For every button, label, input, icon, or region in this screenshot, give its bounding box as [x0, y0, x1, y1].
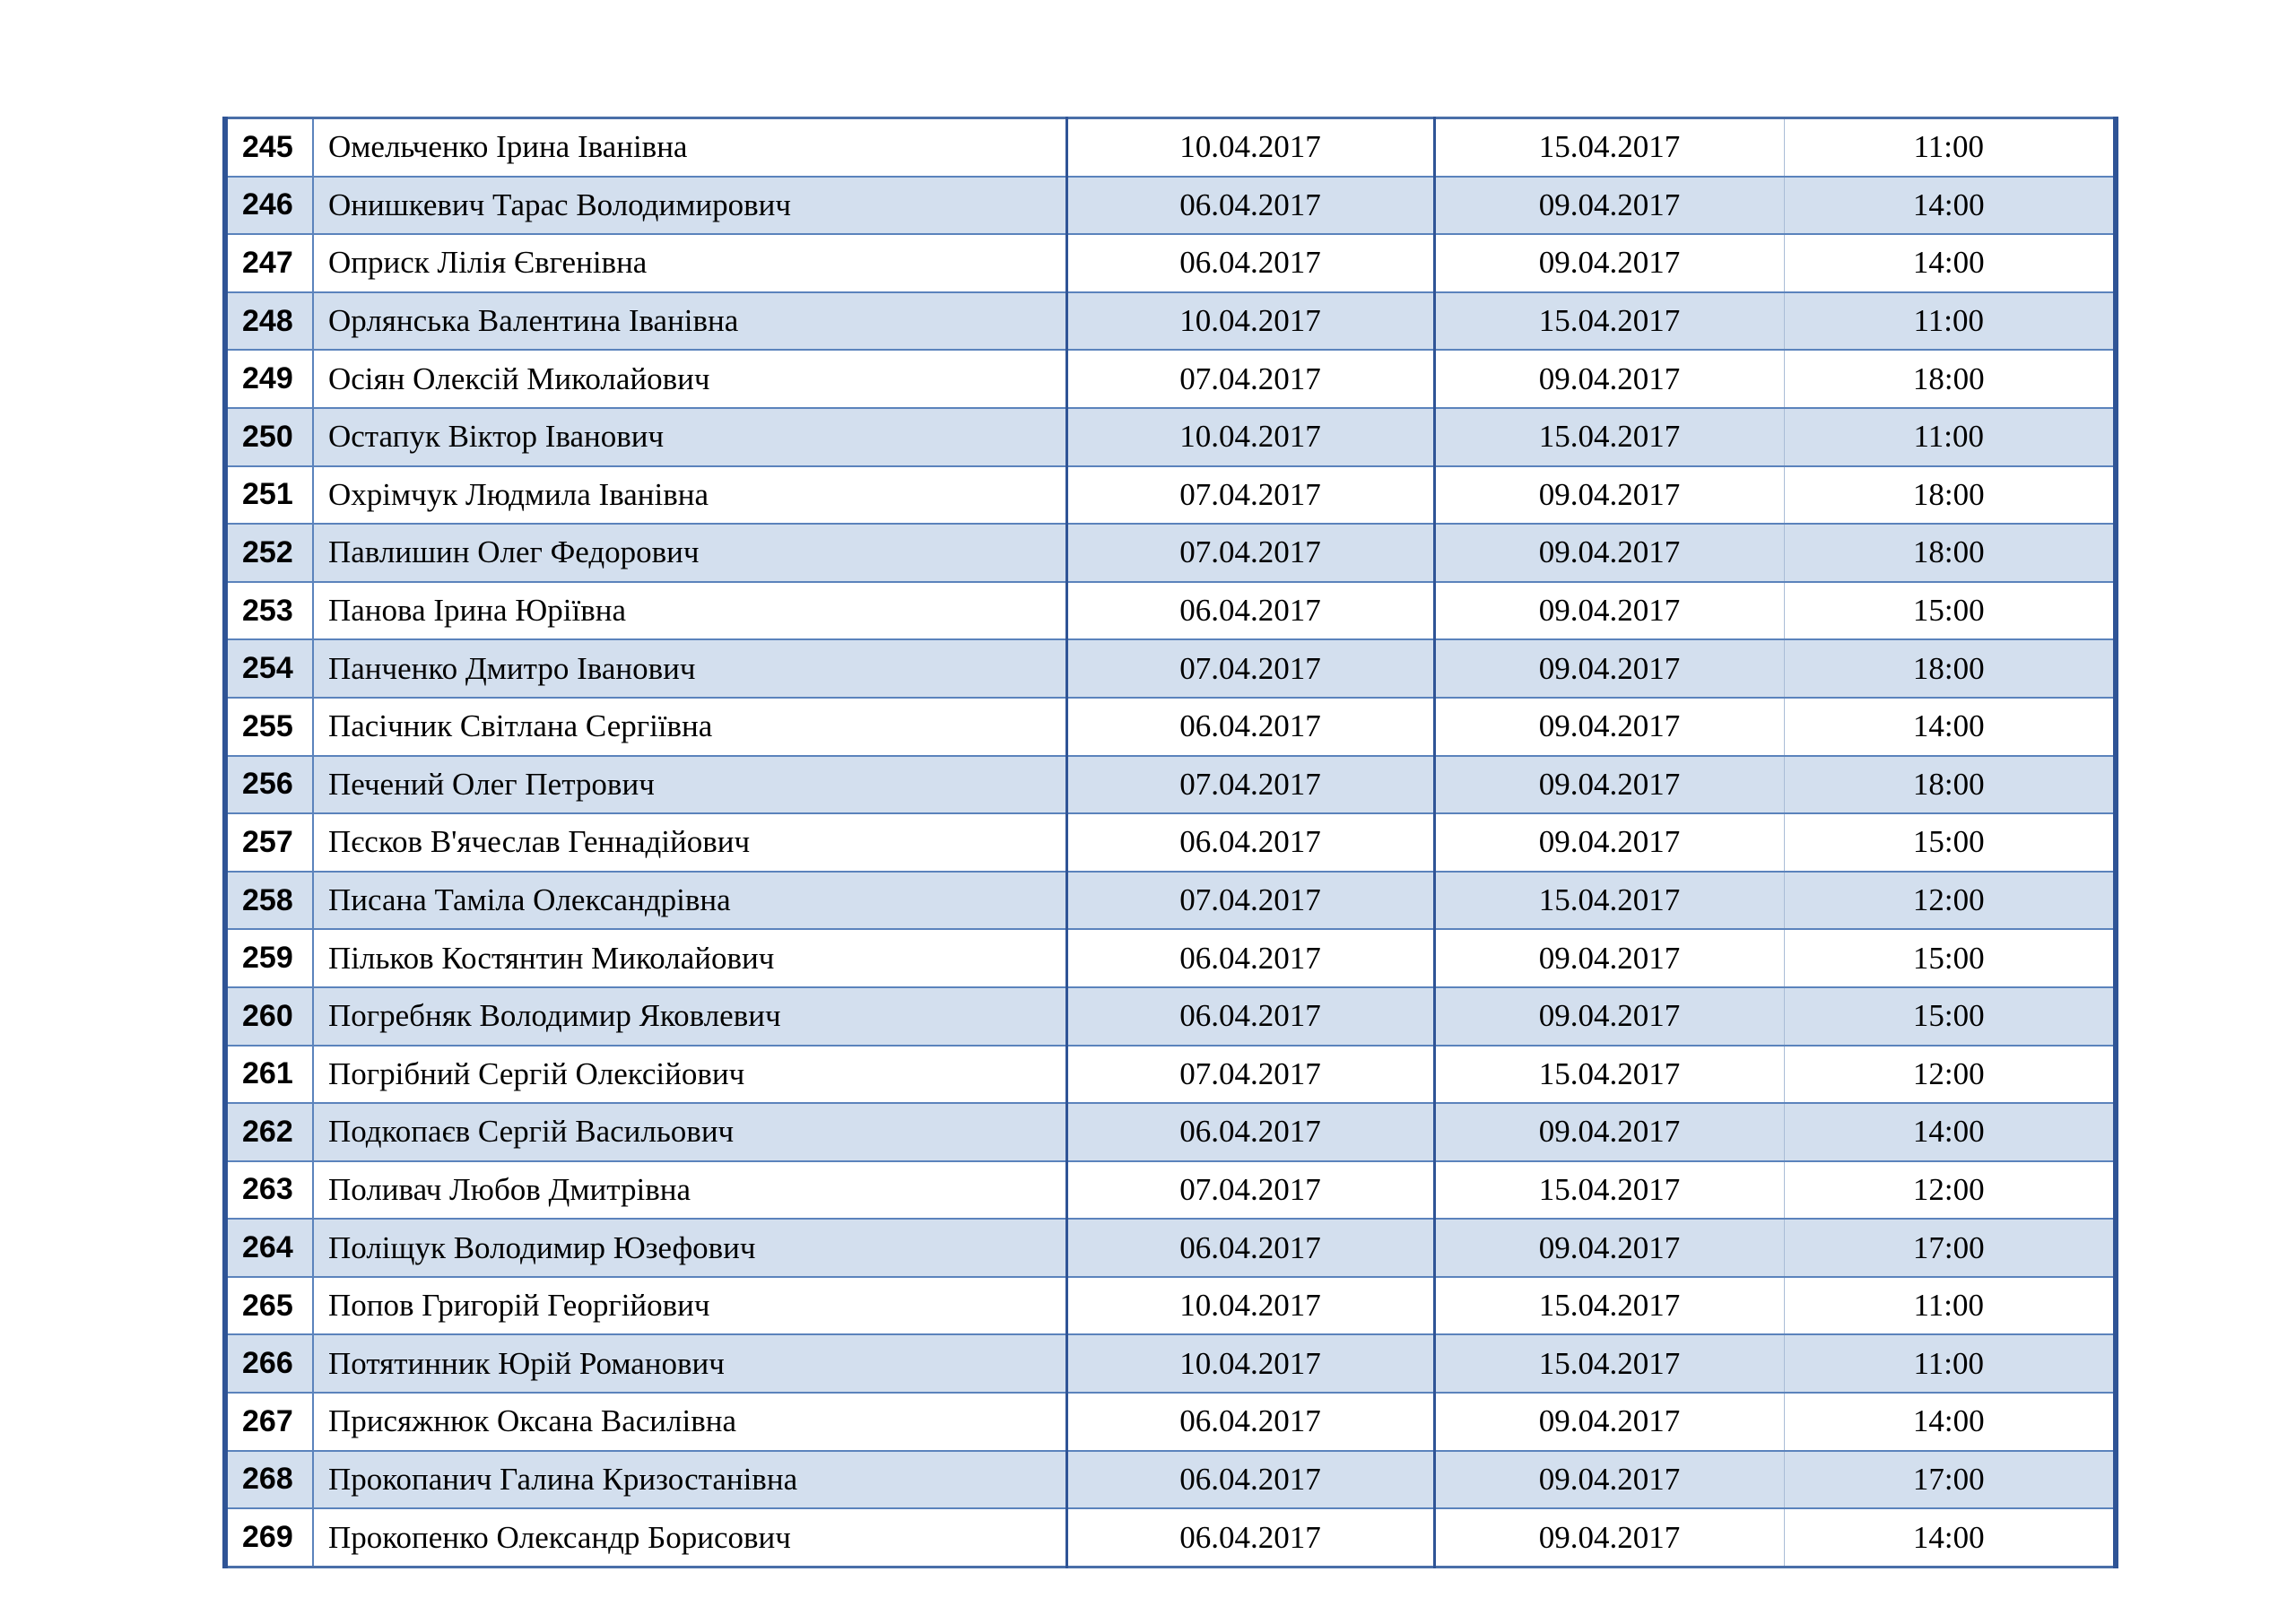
person-name-cell: Охрімчук Людмила Іванівна [313, 466, 1066, 525]
time-cell: 14:00 [1784, 234, 2116, 292]
date-start-cell: 06.04.2017 [1066, 1103, 1434, 1161]
table-row [225, 524, 2116, 582]
table-row [225, 1046, 2116, 1104]
time-cell: 12:00 [1784, 1161, 2116, 1220]
person-name-cell: Омельченко Ірина Іванівна [313, 118, 1066, 177]
time-cell: 17:00 [1784, 1451, 2116, 1509]
table-row [225, 1277, 2116, 1335]
date-start-cell: 07.04.2017 [1066, 1046, 1434, 1104]
person-name-cell: Погребняк Володимир Яковлевич [313, 987, 1066, 1046]
row-number-cell: 262 [225, 1103, 313, 1161]
row-number-cell: 252 [225, 524, 313, 582]
time-cell: 12:00 [1784, 1046, 2116, 1104]
date-end-cell: 09.04.2017 [1434, 698, 1784, 756]
date-end-cell: 09.04.2017 [1434, 1393, 1784, 1451]
date-start-cell: 07.04.2017 [1066, 872, 1434, 930]
table-row [225, 1334, 2116, 1393]
person-name-cell: Осіян Олексій Миколайович [313, 350, 1066, 408]
row-number-cell: 250 [225, 408, 313, 466]
table-row [225, 1393, 2116, 1451]
date-end-cell: 09.04.2017 [1434, 1103, 1784, 1161]
person-name-cell: Пільков Костянтин Миколайович [313, 929, 1066, 987]
table-row [225, 639, 2116, 698]
row-number-cell: 255 [225, 698, 313, 756]
person-name-cell: Печений Олег Петрович [313, 756, 1066, 814]
date-start-cell: 06.04.2017 [1066, 1219, 1434, 1277]
person-name-cell: Остапук Віктор Іванович [313, 408, 1066, 466]
date-start-cell: 06.04.2017 [1066, 177, 1434, 235]
row-number-cell: 249 [225, 350, 313, 408]
table-row [225, 466, 2116, 525]
row-number-cell: 265 [225, 1277, 313, 1335]
time-cell: 18:00 [1784, 756, 2116, 814]
time-cell: 18:00 [1784, 639, 2116, 698]
date-start-cell: 07.04.2017 [1066, 466, 1434, 525]
table-row [225, 813, 2116, 872]
time-cell: 11:00 [1784, 1334, 2116, 1393]
time-cell: 11:00 [1784, 1277, 2116, 1335]
row-number-cell: 253 [225, 582, 313, 640]
time-cell: 14:00 [1784, 1508, 2116, 1567]
date-end-cell: 09.04.2017 [1434, 987, 1784, 1046]
time-cell: 14:00 [1784, 1103, 2116, 1161]
table-row [225, 1219, 2116, 1277]
row-number-cell: 263 [225, 1161, 313, 1220]
person-name-cell: Панова Ірина Юріївна [313, 582, 1066, 640]
date-end-cell: 09.04.2017 [1434, 582, 1784, 640]
date-start-cell: 10.04.2017 [1066, 408, 1434, 466]
date-end-cell: 15.04.2017 [1434, 872, 1784, 930]
date-end-cell: 09.04.2017 [1434, 234, 1784, 292]
date-start-cell: 06.04.2017 [1066, 698, 1434, 756]
person-name-cell: Пасічник Світлана Сергіївна [313, 698, 1066, 756]
row-number-cell: 248 [225, 292, 313, 351]
date-start-cell: 06.04.2017 [1066, 234, 1434, 292]
time-cell: 11:00 [1784, 118, 2116, 177]
date-start-cell: 07.04.2017 [1066, 350, 1434, 408]
row-number-cell: 247 [225, 234, 313, 292]
time-cell: 15:00 [1784, 929, 2116, 987]
row-number-cell: 254 [225, 639, 313, 698]
date-start-cell: 10.04.2017 [1066, 292, 1434, 351]
time-cell: 12:00 [1784, 872, 2116, 930]
person-name-cell: Прокопенко Олександр Борисович [313, 1508, 1066, 1567]
date-start-cell: 06.04.2017 [1066, 987, 1434, 1046]
date-end-cell: 15.04.2017 [1434, 1046, 1784, 1104]
row-number-cell: 260 [225, 987, 313, 1046]
table-row [225, 1451, 2116, 1509]
date-start-cell: 07.04.2017 [1066, 524, 1434, 582]
date-start-cell: 06.04.2017 [1066, 1393, 1434, 1451]
person-name-cell: Оприск Лілія Євгенівна [313, 234, 1066, 292]
time-cell: 18:00 [1784, 466, 2116, 525]
row-number-cell: 246 [225, 177, 313, 235]
date-start-cell: 07.04.2017 [1066, 1161, 1434, 1220]
time-cell: 15:00 [1784, 582, 2116, 640]
row-number-cell: 264 [225, 1219, 313, 1277]
time-cell: 17:00 [1784, 1219, 2116, 1277]
date-end-cell: 15.04.2017 [1434, 1277, 1784, 1335]
date-start-cell: 10.04.2017 [1066, 1277, 1434, 1335]
roster-table-body [225, 118, 2116, 1568]
date-end-cell: 09.04.2017 [1434, 813, 1784, 872]
person-name-cell: Павлишин Олег Федорович [313, 524, 1066, 582]
person-name-cell: Пєсков В'ячеслав Геннадійович [313, 813, 1066, 872]
time-cell: 18:00 [1784, 524, 2116, 582]
date-end-cell: 09.04.2017 [1434, 1219, 1784, 1277]
time-cell: 11:00 [1784, 292, 2116, 351]
row-number-cell: 258 [225, 872, 313, 930]
roster-table [222, 117, 2118, 1568]
date-start-cell: 10.04.2017 [1066, 118, 1434, 177]
date-end-cell: 09.04.2017 [1434, 929, 1784, 987]
date-end-cell: 09.04.2017 [1434, 1451, 1784, 1509]
row-number-cell: 266 [225, 1334, 313, 1393]
date-end-cell: 09.04.2017 [1434, 639, 1784, 698]
table-row [225, 987, 2116, 1046]
time-cell: 11:00 [1784, 408, 2116, 466]
person-name-cell: Подкопаєв Сергій Васильович [313, 1103, 1066, 1161]
date-start-cell: 06.04.2017 [1066, 929, 1434, 987]
person-name-cell: Панченко Дмитро Іванович [313, 639, 1066, 698]
time-cell: 18:00 [1784, 350, 2116, 408]
row-number-cell: 261 [225, 1046, 313, 1104]
date-end-cell: 09.04.2017 [1434, 177, 1784, 235]
date-start-cell: 06.04.2017 [1066, 813, 1434, 872]
table-row [225, 1103, 2116, 1161]
person-name-cell: Поліщук Володимир Юзефович [313, 1219, 1066, 1277]
table-row [225, 929, 2116, 987]
date-end-cell: 15.04.2017 [1434, 292, 1784, 351]
table-row [225, 872, 2116, 930]
row-number-cell: 269 [225, 1508, 313, 1567]
date-end-cell: 15.04.2017 [1434, 118, 1784, 177]
person-name-cell: Присяжнюк Оксана Василівна [313, 1393, 1066, 1451]
person-name-cell: Онишкевич Тарас Володимирович [313, 177, 1066, 235]
table-row [225, 698, 2116, 756]
person-name-cell: Поливач Любов Дмитрівна [313, 1161, 1066, 1220]
table-row [225, 1508, 2116, 1567]
row-number-cell: 268 [225, 1451, 313, 1509]
date-end-cell: 09.04.2017 [1434, 524, 1784, 582]
table-row [225, 408, 2116, 466]
date-end-cell: 09.04.2017 [1434, 1508, 1784, 1567]
time-cell: 15:00 [1784, 813, 2116, 872]
table-row [225, 350, 2116, 408]
date-start-cell: 06.04.2017 [1066, 1451, 1434, 1509]
date-start-cell: 06.04.2017 [1066, 1508, 1434, 1567]
table-row [225, 1161, 2116, 1220]
date-end-cell: 15.04.2017 [1434, 1161, 1784, 1220]
date-end-cell: 15.04.2017 [1434, 408, 1784, 466]
time-cell: 14:00 [1784, 177, 2116, 235]
person-name-cell: Прокопанич Галина Кризостанівна [313, 1451, 1066, 1509]
row-number-cell: 245 [225, 118, 313, 177]
time-cell: 15:00 [1784, 987, 2116, 1046]
date-end-cell: 09.04.2017 [1434, 466, 1784, 525]
person-name-cell: Потятинник Юрій Романович [313, 1334, 1066, 1393]
time-cell: 14:00 [1784, 698, 2116, 756]
date-start-cell: 10.04.2017 [1066, 1334, 1434, 1393]
person-name-cell: Писана Таміла Олександрівна [313, 872, 1066, 930]
date-end-cell: 09.04.2017 [1434, 350, 1784, 408]
date-start-cell: 07.04.2017 [1066, 639, 1434, 698]
table-row [225, 292, 2116, 351]
table-row [225, 756, 2116, 814]
row-number-cell: 251 [225, 466, 313, 525]
date-end-cell: 09.04.2017 [1434, 756, 1784, 814]
table-row [225, 582, 2116, 640]
row-number-cell: 256 [225, 756, 313, 814]
row-number-cell: 267 [225, 1393, 313, 1451]
row-number-cell: 259 [225, 929, 313, 987]
table-row [225, 118, 2116, 177]
person-name-cell: Орлянська Валентина Іванівна [313, 292, 1066, 351]
date-start-cell: 07.04.2017 [1066, 756, 1434, 814]
row-number-cell: 257 [225, 813, 313, 872]
table-row [225, 177, 2116, 235]
person-name-cell: Попов Григорій Георгійович [313, 1277, 1066, 1335]
date-end-cell: 15.04.2017 [1434, 1334, 1784, 1393]
time-cell: 14:00 [1784, 1393, 2116, 1451]
date-start-cell: 06.04.2017 [1066, 582, 1434, 640]
table-row [225, 234, 2116, 292]
person-name-cell: Погрібний Сергій Олексійович [313, 1046, 1066, 1104]
